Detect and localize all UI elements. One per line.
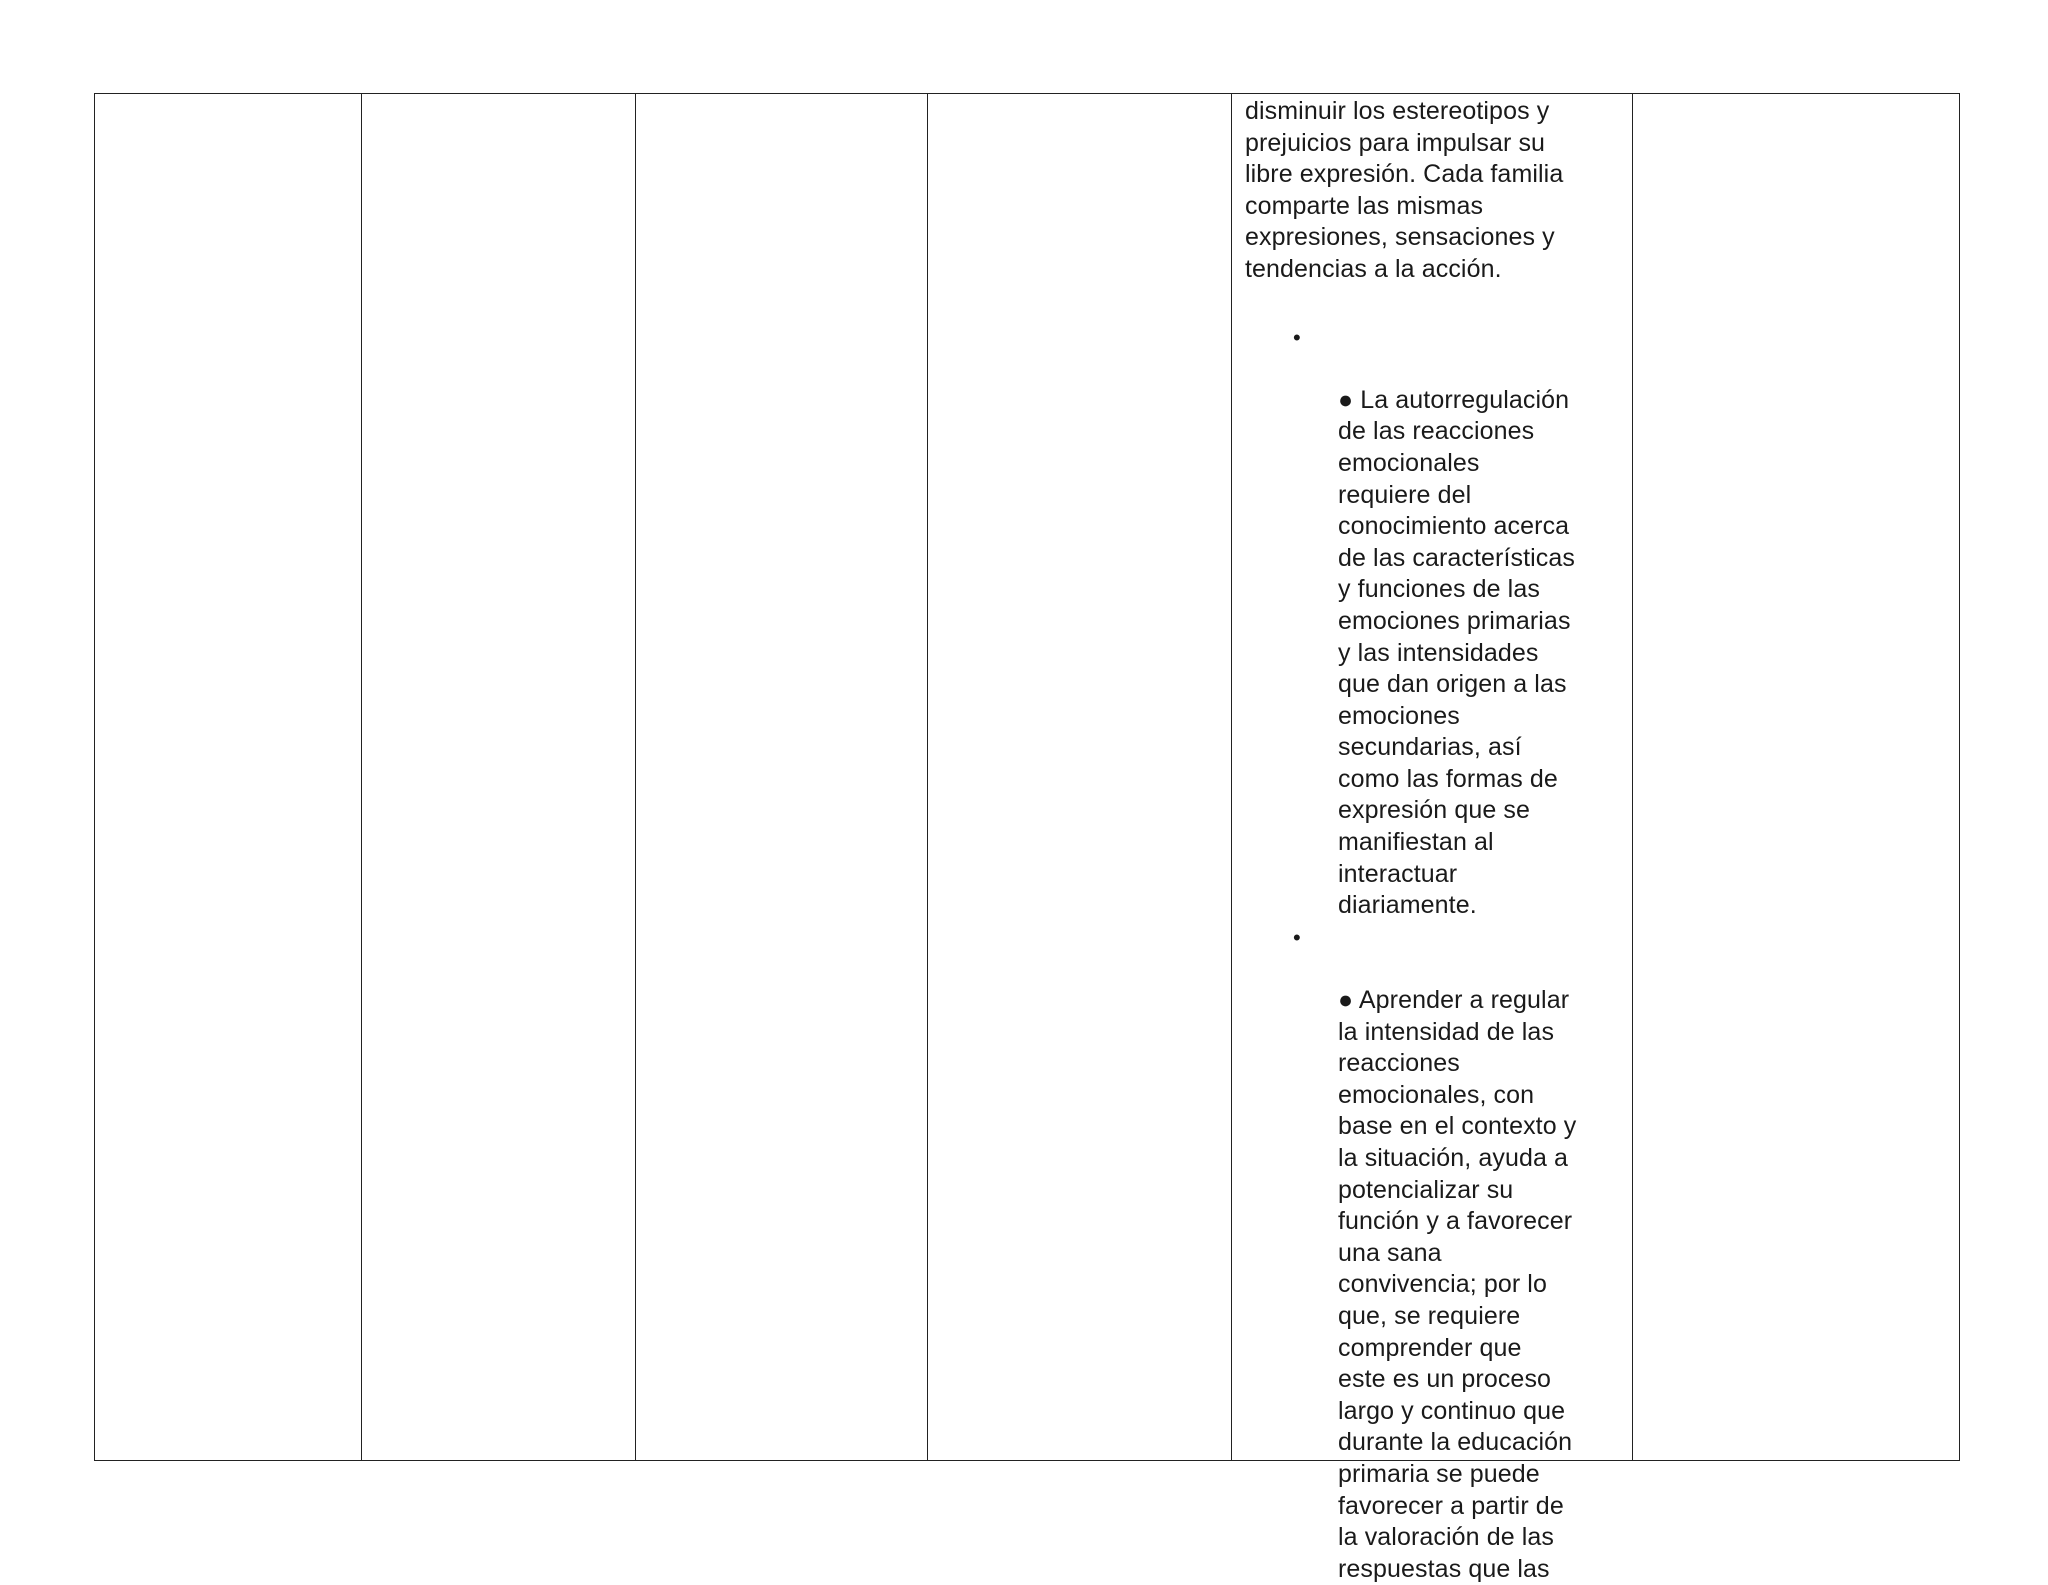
- bullet-text: ● Aprender a regular la intensidad de las reacciones emocionales, con base en el contexto y la situación, ayuda a potencializar su función y a favorecer una sana convivencia; por lo que, se requiere comprender que este es un proceso largo y continuo que durante la educación primaria se puede favorecer a partir de la valoración de las respuestas que las: [1338, 986, 1577, 1583]
- table-column-2: [362, 94, 636, 1460]
- table-column-6: [1633, 94, 1959, 1460]
- table-column-5: [1232, 94, 1633, 1583]
- table-column-4: [928, 94, 1232, 1460]
- bullet-list: [1245, 322, 1622, 1585]
- table-column-1: [95, 94, 362, 1460]
- bullet-text: ● La autorregulación de las reacciones emocionales requiere del conocimiento acerca de las características y funciones de las emociones primarias y las intensidades que dan origen a las emociones secundarias, así como las formas de expresión que se manifiestan al interactuar diariamente.: [1338, 385, 1576, 920]
- table-cell-content: [1232, 96, 1632, 1585]
- bullet-dot-icon: •: [1293, 324, 1301, 350]
- bullet-item-2: [1245, 922, 1622, 1585]
- bullet-dot-icon: •: [1293, 924, 1301, 950]
- cell-paragraph: disminuir los estereotipos y prejuicios para impulsar su libre expresión. Cada familia comparte las mismas expresiones, sensaciones y tendencias a la acción.: [1245, 97, 1564, 283]
- bullet-item-1: [1245, 322, 1622, 922]
- document-table: [94, 93, 1960, 1583]
- table-column-3: [636, 94, 928, 1460]
